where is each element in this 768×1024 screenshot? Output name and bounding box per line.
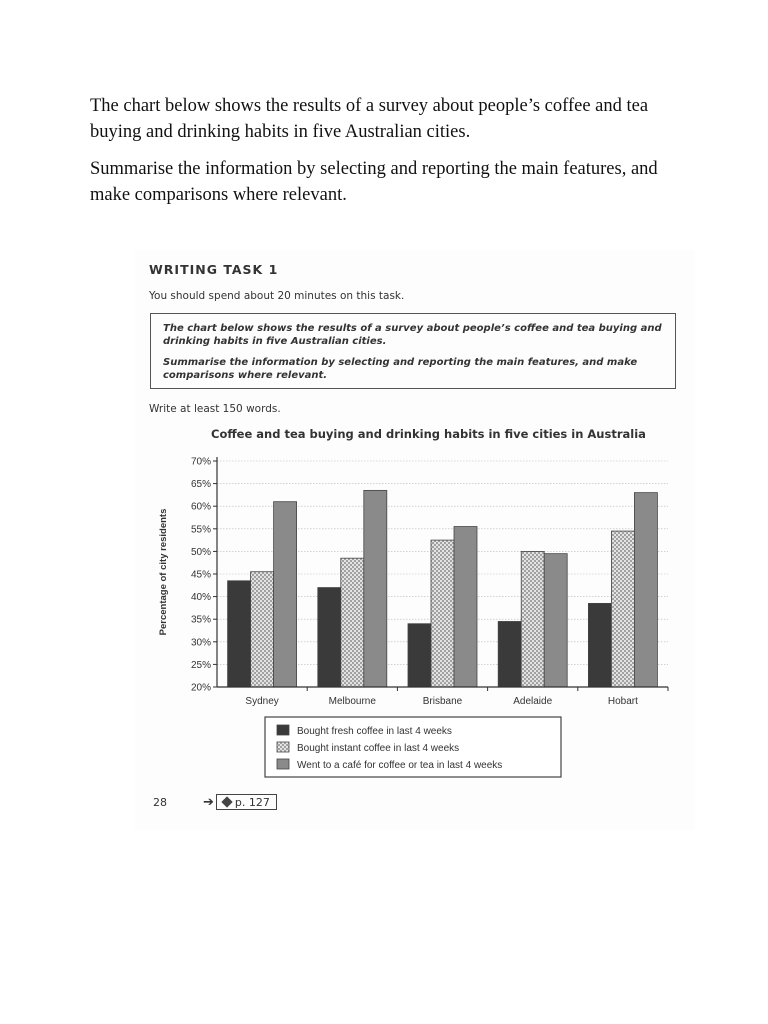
word-count-instruction: Write at least 150 words. <box>149 403 281 415</box>
scanned-page <box>135 250 695 830</box>
bar-melbourne-series-3 <box>364 490 387 687</box>
bar-brisbane-series-2 <box>431 540 454 687</box>
x-tick-label: Sydney <box>245 696 279 707</box>
prompt-box <box>150 313 676 389</box>
y-tick-label: 65% <box>190 479 211 491</box>
bar-chart <box>135 445 695 785</box>
chart-title: Coffee and tea buying and drinking habits in five cities in Australia <box>211 427 646 441</box>
page-ref-text: p. 127 <box>234 795 270 809</box>
y-tick-label: 25% <box>190 659 211 671</box>
bar-sydney-series-3 <box>274 502 297 687</box>
bar-adelaide-series-1 <box>498 621 521 687</box>
legend-swatch <box>277 759 289 769</box>
page-reference <box>203 794 277 810</box>
y-tick-label: 45% <box>190 569 211 581</box>
legend-label: Bought instant coffee in last 4 weeks <box>297 743 460 754</box>
bar-brisbane-series-1 <box>408 624 431 687</box>
pencil-icon <box>221 796 232 807</box>
bar-brisbane-series-3 <box>454 527 477 687</box>
bar-hobart-series-3 <box>634 493 657 687</box>
bar-sydney-series-1 <box>228 581 251 687</box>
bar-hobart-series-1 <box>588 603 611 687</box>
prompt-line-2: Summarise the information by selecting and reporting the main features, and make comparisons where relevant. <box>163 357 638 381</box>
y-tick-label: 70% <box>190 456 211 468</box>
y-tick-label: 30% <box>190 637 211 649</box>
page-number: 28 <box>153 796 167 809</box>
y-tick-label: 20% <box>190 682 211 694</box>
intro-paragraph-1: The chart below shows the results of a survey about people’s coffee and tea buying and drinking habits in five Australian cities. <box>90 96 649 142</box>
y-tick-label: 55% <box>190 524 211 536</box>
y-tick-label: 60% <box>190 501 211 513</box>
arrow-right-icon: ➔ <box>203 794 214 810</box>
x-tick-label: Adelaide <box>513 696 553 707</box>
time-instruction: You should spend about 20 minutes on this task. <box>149 290 405 302</box>
bar-hobart-series-2 <box>611 531 634 687</box>
y-tick-label: 50% <box>190 546 211 558</box>
task-title: WRITING TASK 1 <box>149 262 279 277</box>
bar-sydney-series-2 <box>251 572 274 687</box>
x-tick-label: Melbourne <box>328 696 376 707</box>
prompt-line-1: The chart below shows the results of a survey about people’s coffee and tea buying and drinking habits in five Australian cities. <box>163 323 662 347</box>
y-tick-label: 35% <box>190 614 211 626</box>
legend-label: Bought fresh coffee in last 4 weeks <box>297 726 452 737</box>
legend-swatch <box>277 742 289 752</box>
bar-melbourne-series-2 <box>341 558 364 687</box>
legend-label: Went to a café for coffee or tea in last 4 weeks <box>297 760 503 771</box>
y-tick-label: 40% <box>190 592 211 604</box>
x-tick-label: Hobart <box>607 696 638 707</box>
legend-swatch <box>277 725 289 735</box>
bar-adelaide-series-3 <box>544 554 567 687</box>
y-axis-label: Percentage of city residents <box>158 508 169 636</box>
page-ref-box <box>216 794 277 810</box>
intro-paragraph-2: Summarise the information by selecting and reporting the main features, and make comparisons where relevant. <box>90 159 658 205</box>
x-tick-label: Brisbane <box>422 696 463 707</box>
bar-adelaide-series-2 <box>521 551 544 687</box>
bar-melbourne-series-1 <box>318 588 341 687</box>
